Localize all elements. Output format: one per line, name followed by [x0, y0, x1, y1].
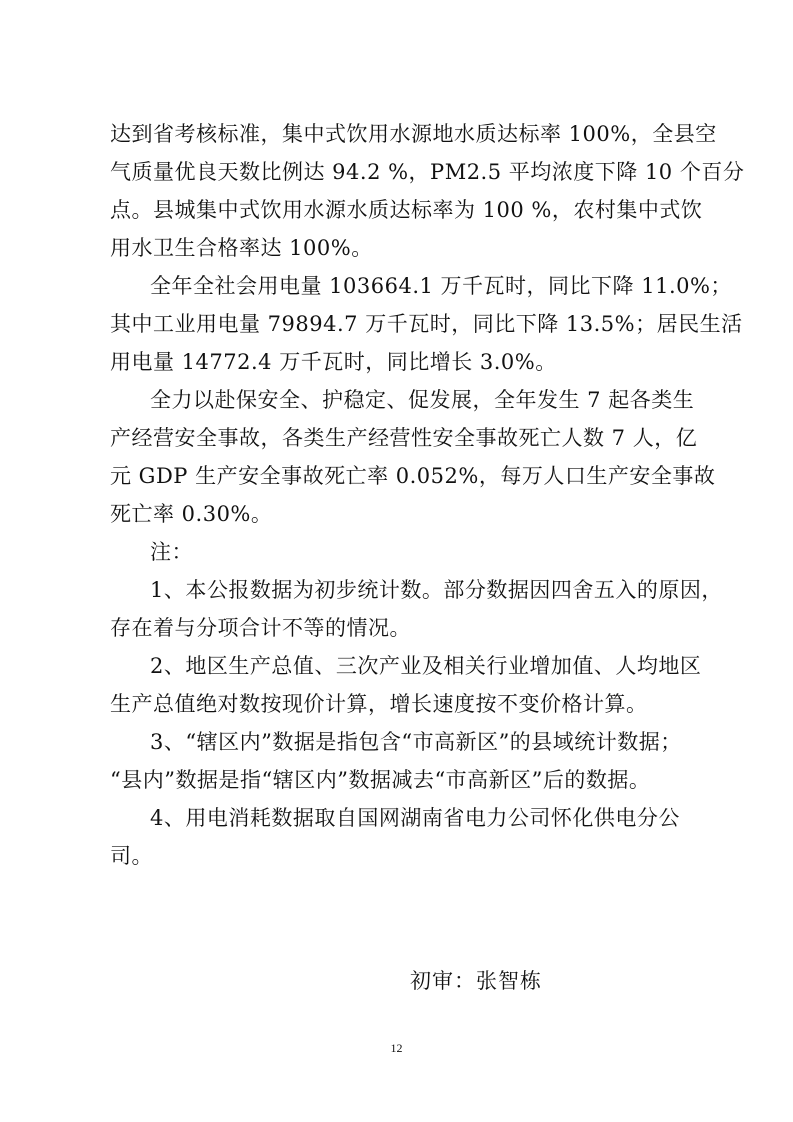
- paragraph-line: 4、用电消耗数据取自国网湖南省电力公司怀化供电分公: [150, 806, 680, 830]
- electricity-paragraph: [110, 267, 743, 381]
- paragraph-line: 产经营安全事故，各类生产经营性安全事故死亡人数 7 人，亿: [110, 426, 698, 450]
- paragraph-line: 达到省考核标准，集中式饮用水源地水质达标率 100%，全县空: [110, 122, 717, 146]
- paragraph-line: 3、“辖区内”数据是指包含“市高新区”的县域统计数据；: [150, 730, 682, 754]
- notes-heading: [110, 533, 680, 571]
- paragraph-line: 气质量优良天数比例达 94.2 %，PM2.5 平均浓度下降 10 个百分: [110, 160, 745, 184]
- paragraph-line: 元 GDP 生产安全事故死亡率 0.052%，每万人口生产安全事故: [110, 464, 716, 488]
- paragraph-line: 死亡率 0.30%。: [110, 502, 273, 526]
- note-3: [110, 723, 680, 799]
- paragraph-line: 点。县城集中式饮用水源水质达标率为 100 %，农村集中式饮: [110, 198, 703, 222]
- paragraph-line: 司。: [110, 844, 153, 868]
- paragraph-line: 用水卫生合格率达 100%。: [110, 236, 373, 260]
- page-number: 12: [390, 1041, 403, 1055]
- paragraph-line: 2、地区生产总值、三次产业及相关行业增加值、人均地区: [150, 654, 702, 678]
- safety-paragraph: [110, 381, 716, 533]
- document-body: [110, 115, 745, 875]
- paragraph-line: 存在着与分项合计不等的情况。: [110, 616, 411, 640]
- note-2: [110, 647, 702, 723]
- paragraph-line: 全年全社会用电量 103664.1 万千瓦时，同比下降 11.0%；: [150, 274, 732, 298]
- paragraph-line: 其中工业用电量 79894.7 万千瓦时，同比下降 13.5%；居民生活: [110, 312, 743, 336]
- note-4: [110, 799, 680, 875]
- notes-heading-text: 注：: [150, 540, 193, 564]
- paragraph-line: 全力以赴保安全、护稳定、促发展，全年发生 7 起各类生: [150, 388, 695, 412]
- paragraph-line: “县内”数据是指“辖区内”数据减去“市高新区”后的数据。: [110, 768, 651, 792]
- paragraph-line: 用电量 14772.4 万千瓦时，同比增长 3.0%。: [110, 350, 557, 374]
- reviewer-signature: 初审：张智栋: [410, 969, 542, 993]
- paragraph-line: 1、本公报数据为初步统计数。部分数据因四舍五入的原因，: [150, 578, 723, 602]
- paragraph-line: 生产总值绝对数按现价计算，增长速度按不变价格计算。: [110, 692, 648, 716]
- note-1: [110, 571, 723, 647]
- environment-paragraph: [110, 115, 745, 267]
